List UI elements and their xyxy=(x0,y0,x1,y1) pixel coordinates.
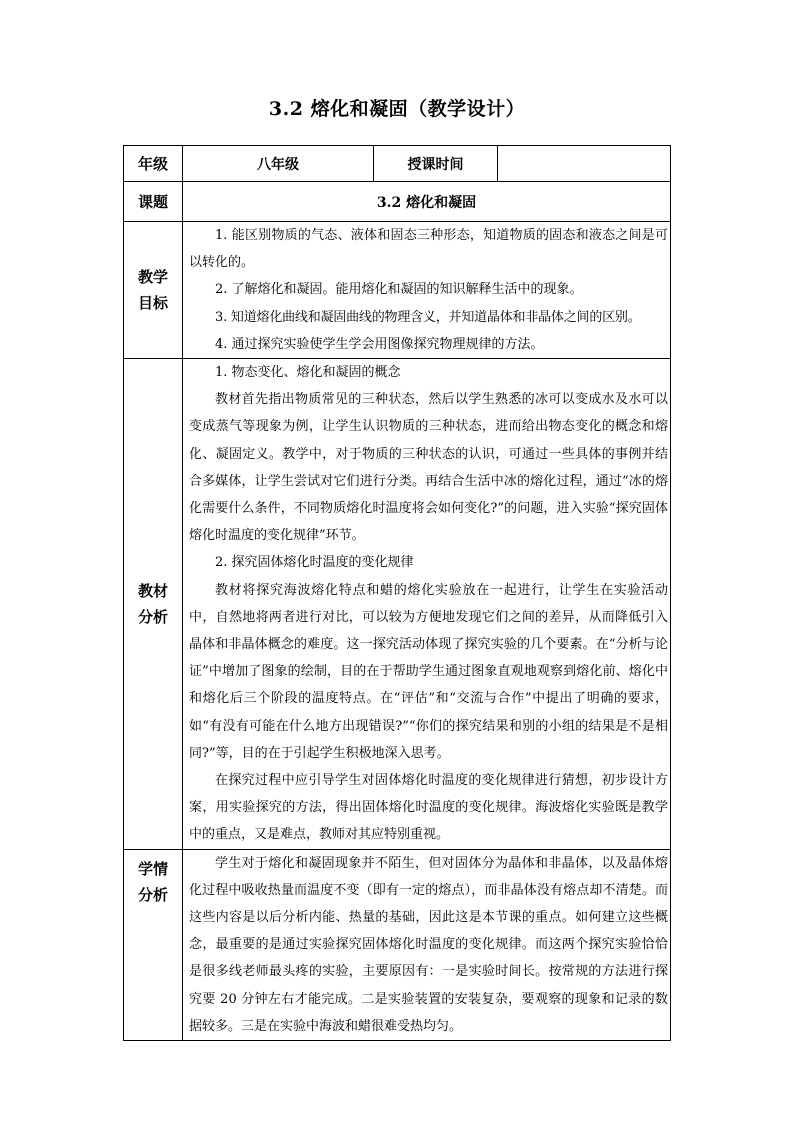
goal-item: 2. 了解熔化和凝固。能用熔化和凝固的知识解释生活中的现象。 xyxy=(215,282,583,298)
analysis-subheading: 2. 探究固体熔化时温度的变化规律 xyxy=(215,555,414,571)
row-teaching-goals xyxy=(124,222,671,359)
topic-label: 课题 xyxy=(124,182,183,222)
textbook-analysis-label-line1: 教材 xyxy=(137,581,168,600)
row-textbook-analysis xyxy=(124,359,671,850)
teaching-goals-label-line1: 教学 xyxy=(137,268,168,286)
teaching-goals-content xyxy=(183,222,671,359)
row-topic xyxy=(124,182,671,222)
row-student-analysis xyxy=(124,849,671,1040)
goal-item: 3. 知道熔化曲线和凝固曲线的物理含义，并知道晶体和非晶体之间的区别。 xyxy=(215,309,641,325)
goal-item: 1. 能区别物质的气态、液体和固态三种形态，知道物质的固态和液态之间是可以转化的。 xyxy=(189,228,668,271)
analysis-paragraph: 教材将探究海波熔化特点和蜡的熔化实验放在一起进行，让学生在实验活动中，自然地将两者进行对比，可以较为方便地发现它们之间的差异，从而降低引入晶体和非晶体概念的难度。这一探究活动体现了探究实验的几个要素。在“分析与论证”中增加了图象的绘制，目的在于帮助学生通过图象直观地观察到熔化前、熔化中和熔化后三个阶段的温度特点。在“评估”和“交流与合作”中提出了明确的要求，如“有没有可能在什么地方出现错误?”“你们的探究结果和别的小组的结果是不是相同?”等，目的在于引起学生积极地深入思考。 xyxy=(189,582,668,761)
analysis-paragraph: 教材首先指出物质常见的三种状态，然后以学生熟悉的冰可以变成水及水可以变成蒸气等现象为例，让学生认识物质的三种状态，进而给出物态变化的概念和熔化、凝固定义。教学中，对于物质的三种状态的认识，可通过一些具体的事例并结合多媒体，让学生尝试对它们进行分类。再结合生活中冰的熔化过程，通过“冰的熔化需要什么条件，不同物质熔化时温度将会如何变化?”的问题，进入实验“探究固体熔化时温度的变化规律”环节。 xyxy=(189,392,668,544)
student-analysis-label-line1: 学情 xyxy=(137,859,168,878)
teaching-time-label: 授课时间 xyxy=(374,146,498,182)
textbook-analysis-content xyxy=(183,359,671,850)
student-analysis-label xyxy=(124,849,183,1040)
analysis-paragraph: 在探究过程中应引导学生对固体熔化时温度的变化规律进行猜想，初步设计方案，用实验探究的方法，得出固体熔化时温度的变化规律。海波熔化实验既是教学中的重点，又是难点，教师对其应特别重视。 xyxy=(189,773,668,843)
teaching-time-value xyxy=(498,146,671,182)
grade-value: 八年级 xyxy=(183,146,374,182)
lesson-plan-table xyxy=(123,145,671,1041)
textbook-analysis-label-line2: 分析 xyxy=(137,607,168,626)
teaching-goals-label-line2: 目标 xyxy=(137,294,168,312)
student-analysis-paragraph: 学生对于熔化和凝固现象并不陌生，但对固体分为晶体和非晶体，以及晶体熔化过程中吸收热量而温度不变（即有一定的熔点），而非晶体没有熔点却不清楚。而这些内容是以后分析内能、热量的基础，因此这是本节课的重点。如何建立这些概念，最重要的是通过实验探究固体熔化时温度的变化规律。而这两个探究实验恰恰是很多线老师最头疼的实验，主要原因有：一是实验时间长。按常规的方法进行探究要 20 分钟左右才能完成。二是实验装置的安装复杂，要观察的现象和记录的数据较多。三是在实验中海波和蜡很难受热均匀。 xyxy=(189,855,668,1034)
goal-item: 4. 通过探究实验使学生学会用图像探究物理规律的方法。 xyxy=(215,336,544,352)
teaching-goals-label xyxy=(124,222,183,359)
topic-value: 3.2 熔化和凝固 xyxy=(183,182,671,222)
textbook-analysis-label xyxy=(124,359,183,850)
student-analysis-label-line2: 分析 xyxy=(137,885,168,904)
grade-label: 年级 xyxy=(124,146,183,182)
row-grade xyxy=(124,146,671,182)
student-analysis-content xyxy=(183,849,671,1040)
document-title: 3.2 熔化和凝固（教学设计） xyxy=(268,98,526,120)
analysis-subheading: 1. 物态变化、熔化和凝固的概念 xyxy=(215,365,401,381)
